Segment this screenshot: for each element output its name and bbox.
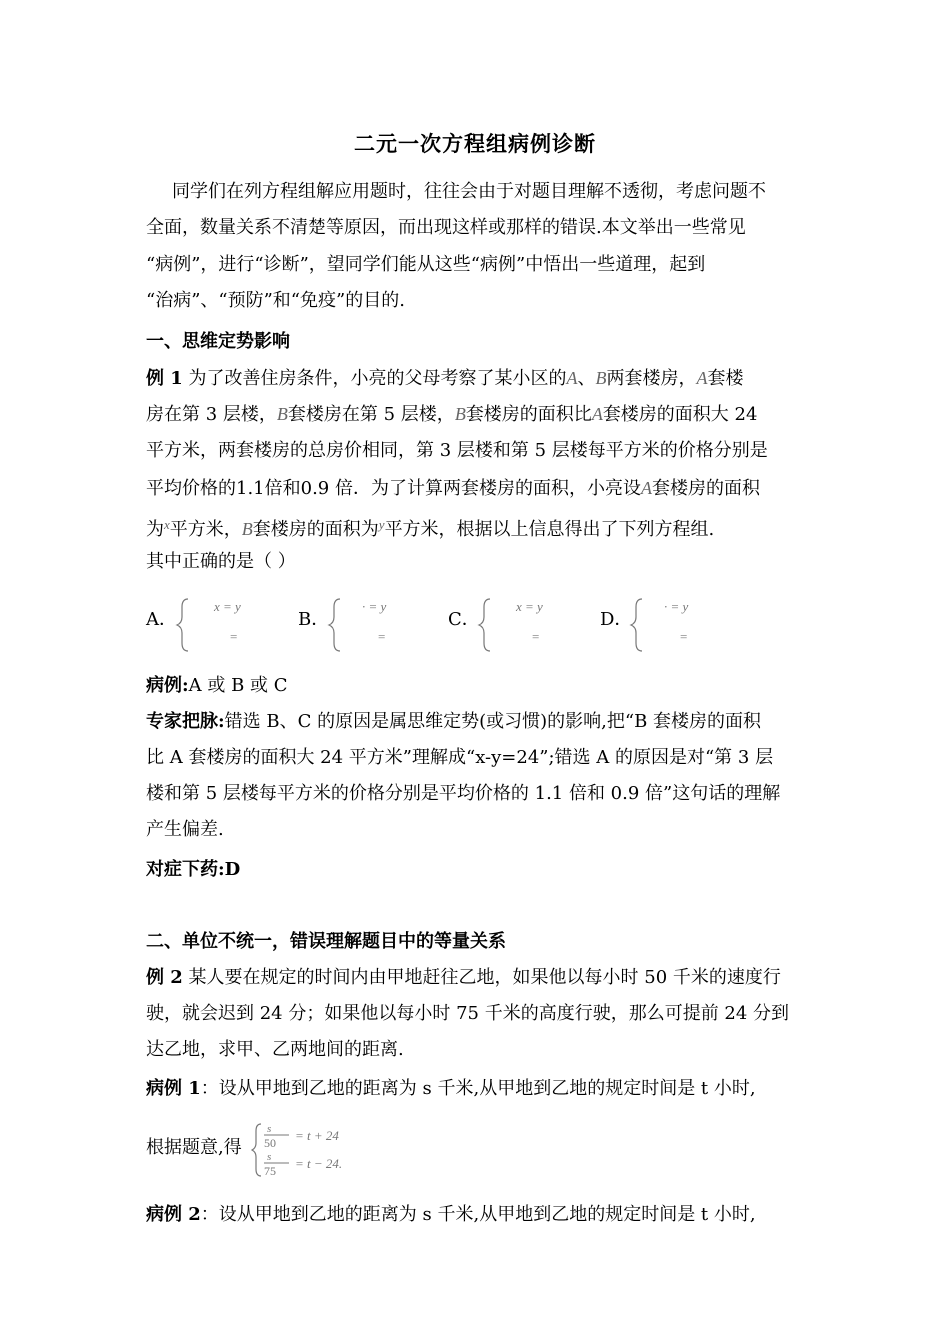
- equation-1: x = y: [214, 599, 241, 614]
- problem-text: 两套楼房，: [606, 368, 697, 389]
- problem-text: 套楼房在第 5 层楼，: [287, 404, 455, 425]
- variable: B: [454, 404, 466, 424]
- equation-2: =: [230, 629, 238, 644]
- answer-options: [146, 595, 806, 655]
- case-value: A 或 B 或 C: [188, 675, 288, 696]
- problem-text: 平均价格的1.1倍和0.9 倍．为了计算两套楼房的面积，小亮设: [146, 478, 641, 499]
- problem-text: 为: [146, 519, 164, 540]
- brace-icon: [252, 1124, 261, 1176]
- intro-line: “病例”，进行“诊断”，望同学们能从这些“病例”中悟出一些道理，起到: [146, 254, 706, 275]
- equation-system: [251, 1120, 451, 1180]
- equation-system: [476, 595, 586, 655]
- answer-line: [146, 858, 240, 882]
- fraction-denominator: 75: [264, 1164, 276, 1178]
- variable: y: [378, 517, 385, 532]
- problem-text: 平方米，根据以上信息得出了下列方程组.: [384, 519, 715, 540]
- intro-line: 全面，数量关系不清楚等原因，而出现这样或那样的错误.本文举出一些常见: [146, 217, 746, 238]
- problem-line: [146, 513, 714, 542]
- problem-text: 某人要在规定的时间内由甲地赶往乙地，如果他以每小时 50 千米的速度行: [188, 967, 781, 988]
- equation-1: x = y: [516, 599, 543, 614]
- example-label: 例 2: [146, 967, 183, 988]
- problem-line: 平方米，两套楼房的总房价相同，第 3 层楼和第 5 层楼每平方米的价格分别是: [146, 440, 768, 461]
- brace-icon: [479, 599, 490, 651]
- equation-system: [174, 595, 284, 655]
- expert-line: 比 A 套楼房的面积大 24 平方米”理解成“x-y=24”;错选 A 的原因是对“第 3 层: [146, 747, 774, 768]
- intro-line: “治病”、“预防”和“免疫”的目的.: [146, 290, 405, 311]
- problem-line: [146, 966, 781, 990]
- fraction-numerator: s: [267, 1151, 272, 1163]
- problem-line: [146, 402, 757, 427]
- problem-line: 其中正确的是（ ）: [146, 551, 296, 572]
- expert-line: 产生偏差.: [146, 819, 224, 840]
- page-title: 二元一次方程组病例诊断: [354, 131, 596, 156]
- variable: A: [566, 368, 578, 388]
- problem-line: 达乙地，求甲、乙两地间的距离.: [146, 1039, 404, 1060]
- problem-line: [146, 366, 744, 391]
- problem-text: 为了改善住房条件，小亮的父母考察了某小区的: [188, 368, 567, 389]
- option-label: A．: [146, 609, 177, 630]
- case-line: [146, 674, 288, 698]
- problem-text: 、: [577, 368, 596, 389]
- case-text: ：设从甲地到乙地的距离为 s 千米,从甲地到乙地的规定时间是 t 小时,: [200, 1204, 756, 1225]
- problem-text: 套楼房的面积为: [252, 519, 379, 540]
- case1-system: [146, 1120, 446, 1180]
- variable: B: [276, 404, 288, 424]
- brace-icon: [631, 599, 642, 651]
- variable: B: [595, 368, 607, 388]
- section-heading: 二、单位不统一，错误理解题目中的等量关系: [146, 931, 506, 952]
- problem-text: 套楼房的面积大 24: [602, 404, 758, 425]
- equation-2: =: [378, 629, 386, 644]
- case-label: 病例:: [146, 675, 189, 696]
- fraction-numerator: s: [267, 1123, 272, 1135]
- brace-icon: [329, 599, 340, 651]
- problem-line: 驶，就会迟到 24 分；如果他以每小时 75 千米的高度行驶，那么可提前 24 分到: [146, 1003, 790, 1024]
- problem-text: 套楼房的面积: [651, 478, 760, 499]
- variable: A: [696, 368, 708, 388]
- equation-rhs: = t + 24: [295, 1128, 339, 1143]
- case-label: 病例 2: [146, 1204, 201, 1225]
- option-label: D．: [600, 609, 633, 630]
- problem-line: [146, 476, 760, 501]
- equation-system: [326, 595, 436, 655]
- intro-line: 同学们在列方程组解应用题时，往往会由于对题目理解不透彻，考虑问题不: [172, 181, 766, 202]
- section-heading: 一、思维定势影响: [146, 331, 290, 352]
- variable: A: [640, 478, 652, 498]
- option-label: B．: [298, 609, 330, 630]
- equation-2: =: [532, 629, 540, 644]
- expert-text: 错选 B、C 的原因是属思维定势(或习惯)的影响,把“B 套楼房的面积: [224, 711, 762, 732]
- case-line: [146, 1203, 756, 1227]
- case-text: ：设从甲地到乙地的距离为 s 千米,从甲地到乙地的规定时间是 t 小时,: [200, 1078, 756, 1099]
- variable: A: [591, 404, 603, 424]
- equation-1: · = y: [664, 599, 689, 614]
- equation-system: [628, 595, 738, 655]
- option-label: C．: [448, 609, 480, 630]
- case-label: 病例 1: [146, 1078, 201, 1099]
- variable: B: [241, 519, 253, 539]
- variable: x: [164, 517, 170, 532]
- brace-icon: [177, 599, 188, 651]
- answer-label: 对症下药:: [146, 859, 225, 880]
- problem-text: 套楼房的面积比: [465, 404, 592, 425]
- expert-label: 专家把脉:: [146, 711, 225, 732]
- answer-value: D: [224, 859, 241, 880]
- equation-1: · = y: [362, 599, 387, 614]
- problem-text: 房在第 3 层楼，: [146, 404, 277, 425]
- fraction-denominator: 50: [264, 1136, 276, 1150]
- problem-text: 套楼: [707, 368, 744, 389]
- case-line: [146, 1077, 756, 1101]
- expert-line: [146, 710, 761, 734]
- expert-line: 楼和第 5 层楼每平方米的价格分别是平均价格的 1.1 倍和 0.9 倍”这句话的理解: [146, 783, 781, 804]
- example-label: 例 1: [146, 368, 183, 389]
- equation-2: =: [680, 629, 688, 644]
- problem-text: 平方米，: [169, 519, 242, 540]
- system-prefix: 根据题意,得: [146, 1137, 242, 1158]
- equation-rhs: = t − 24.: [295, 1156, 343, 1171]
